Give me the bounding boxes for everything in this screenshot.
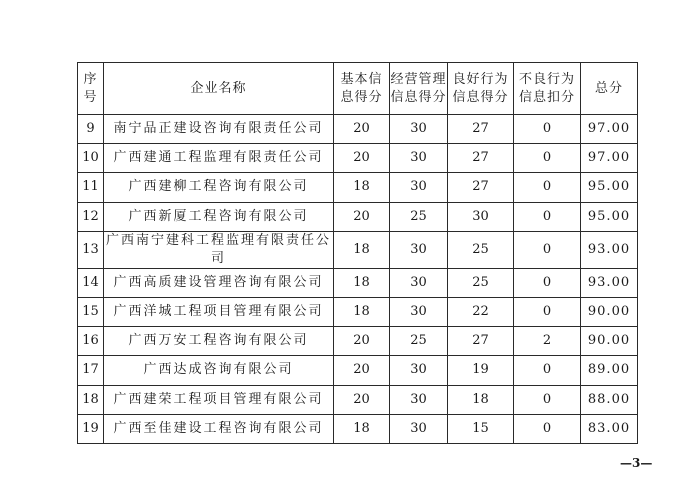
cell-bad: 0 bbox=[514, 414, 581, 443]
header-index-line1: 序 bbox=[83, 71, 98, 87]
cell-bad: 0 bbox=[514, 231, 581, 268]
cell-bad: 0 bbox=[514, 297, 581, 326]
cell-index: 12 bbox=[78, 202, 104, 231]
header-management bbox=[390, 63, 448, 115]
header-index bbox=[78, 63, 104, 115]
cell-bad: 0 bbox=[514, 202, 581, 231]
cell-index: 19 bbox=[78, 414, 104, 443]
cell-management: 30 bbox=[390, 297, 448, 326]
cell-bad: 0 bbox=[514, 356, 581, 385]
cell-bad: 2 bbox=[514, 327, 581, 356]
cell-index: 16 bbox=[78, 327, 104, 356]
cell-bad: 0 bbox=[514, 115, 581, 144]
header-bad-line2: 信息扣分 bbox=[518, 89, 575, 105]
cell-basic: 20 bbox=[334, 202, 390, 231]
cell-management: 30 bbox=[390, 115, 448, 144]
cell-index: 18 bbox=[78, 385, 104, 414]
cell-good: 30 bbox=[448, 202, 514, 231]
table-row bbox=[78, 268, 638, 297]
header-basic-line1: 基本信 bbox=[340, 71, 383, 87]
cell-management: 30 bbox=[390, 173, 448, 202]
cell-name: 广西达成咨询有限公司 bbox=[104, 356, 334, 385]
table-row bbox=[78, 327, 638, 356]
table-row bbox=[78, 173, 638, 202]
cell-total: 88.00 bbox=[581, 385, 638, 414]
cell-basic: 20 bbox=[334, 385, 390, 414]
cell-total: 89.00 bbox=[581, 356, 638, 385]
cell-name: 广西洋城工程项目管理有限公司 bbox=[104, 297, 334, 326]
header-management-line1: 经营管理 bbox=[390, 71, 447, 87]
table-row bbox=[78, 385, 638, 414]
cell-basic: 18 bbox=[334, 173, 390, 202]
cell-good: 22 bbox=[448, 297, 514, 326]
cell-good: 25 bbox=[448, 231, 514, 268]
cell-management: 30 bbox=[390, 414, 448, 443]
table-row bbox=[78, 144, 638, 173]
cell-good: 27 bbox=[448, 327, 514, 356]
cell-index: 15 bbox=[78, 297, 104, 326]
header-good-line2: 信息得分 bbox=[452, 89, 509, 105]
cell-total: 90.00 bbox=[581, 327, 638, 356]
cell-index: 13 bbox=[78, 231, 104, 268]
cell-name: 南宁品正建设咨询有限责任公司 bbox=[104, 115, 334, 144]
cell-total: 90.00 bbox=[581, 297, 638, 326]
header-basic bbox=[334, 63, 390, 115]
header-management-line2: 信息得分 bbox=[390, 89, 447, 105]
header-good-line1: 良好行为 bbox=[452, 71, 509, 87]
cell-name: 广西建通工程监理有限责任公司 bbox=[104, 144, 334, 173]
cell-index: 14 bbox=[78, 268, 104, 297]
cell-index: 9 bbox=[78, 115, 104, 144]
table-row bbox=[78, 356, 638, 385]
cell-index: 17 bbox=[78, 356, 104, 385]
cell-name: 广西南宁建科工程监理有限责任公司 bbox=[104, 231, 334, 268]
cell-name: 广西万安工程咨询有限公司 bbox=[104, 327, 334, 356]
cell-good: 15 bbox=[448, 414, 514, 443]
cell-bad: 0 bbox=[514, 268, 581, 297]
cell-good: 18 bbox=[448, 385, 514, 414]
header-basic-line2: 息得分 bbox=[340, 89, 383, 105]
cell-bad: 0 bbox=[514, 385, 581, 414]
cell-basic: 20 bbox=[334, 327, 390, 356]
cell-basic: 20 bbox=[334, 356, 390, 385]
cell-management: 30 bbox=[390, 144, 448, 173]
table-row bbox=[78, 414, 638, 443]
table-row bbox=[78, 202, 638, 231]
cell-management: 30 bbox=[390, 231, 448, 268]
cell-name: 广西高质建设管理咨询有限公司 bbox=[104, 268, 334, 297]
header-bad-line1: 不良行为 bbox=[518, 71, 575, 87]
cell-index: 10 bbox=[78, 144, 104, 173]
cell-name: 广西建荣工程项目管理有限公司 bbox=[104, 385, 334, 414]
cell-name: 广西至佳建设工程咨询有限公司 bbox=[104, 414, 334, 443]
cell-management: 25 bbox=[390, 202, 448, 231]
page-number: —3— bbox=[620, 456, 653, 470]
cell-name: 广西建柳工程咨询有限公司 bbox=[104, 173, 334, 202]
cell-good: 25 bbox=[448, 268, 514, 297]
cell-total: 95.00 bbox=[581, 202, 638, 231]
header-row bbox=[78, 63, 638, 115]
header-good bbox=[448, 63, 514, 115]
header-bad bbox=[514, 63, 581, 115]
score-table bbox=[77, 62, 638, 444]
cell-bad: 0 bbox=[514, 144, 581, 173]
cell-total: 97.00 bbox=[581, 115, 638, 144]
table-row bbox=[78, 231, 638, 268]
cell-name: 广西新厦工程咨询有限公司 bbox=[104, 202, 334, 231]
header-name: 企业名称 bbox=[104, 63, 334, 115]
cell-total: 93.00 bbox=[581, 231, 638, 268]
cell-total: 97.00 bbox=[581, 144, 638, 173]
table-row bbox=[78, 115, 638, 144]
cell-good: 19 bbox=[448, 356, 514, 385]
cell-basic: 18 bbox=[334, 297, 390, 326]
header-index-line2: 号 bbox=[83, 89, 98, 105]
header-total: 总分 bbox=[581, 63, 638, 115]
cell-total: 83.00 bbox=[581, 414, 638, 443]
cell-management: 30 bbox=[390, 385, 448, 414]
cell-good: 27 bbox=[448, 173, 514, 202]
table-row bbox=[78, 297, 638, 326]
cell-good: 27 bbox=[448, 115, 514, 144]
cell-basic: 18 bbox=[334, 268, 390, 297]
cell-good: 27 bbox=[448, 144, 514, 173]
cell-management: 30 bbox=[390, 356, 448, 385]
cell-basic: 20 bbox=[334, 144, 390, 173]
cell-bad: 0 bbox=[514, 173, 581, 202]
cell-total: 95.00 bbox=[581, 173, 638, 202]
cell-total: 93.00 bbox=[581, 268, 638, 297]
cell-basic: 18 bbox=[334, 414, 390, 443]
cell-management: 25 bbox=[390, 327, 448, 356]
cell-management: 30 bbox=[390, 268, 448, 297]
cell-basic: 20 bbox=[334, 115, 390, 144]
cell-index: 11 bbox=[78, 173, 104, 202]
cell-basic: 18 bbox=[334, 231, 390, 268]
